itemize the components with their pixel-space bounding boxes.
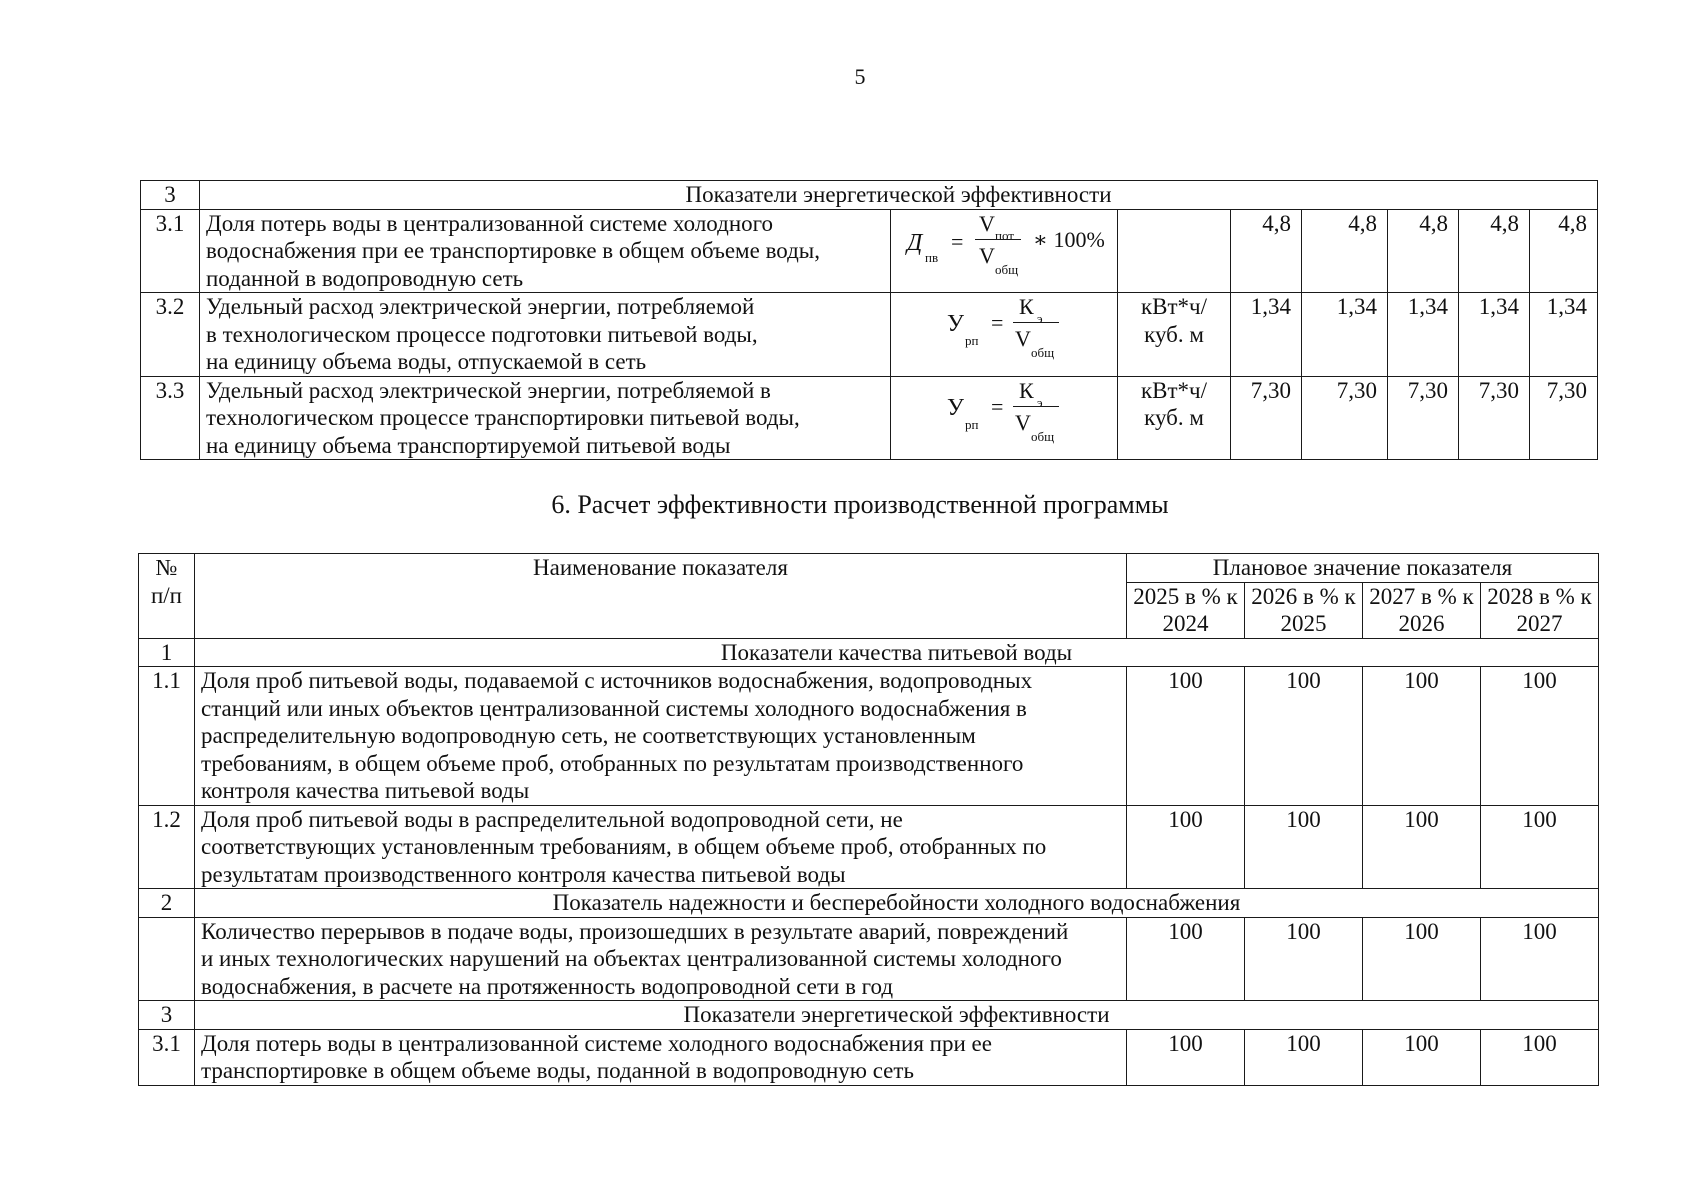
fraction-line bbox=[1013, 322, 1059, 323]
header-year: 2025 в % к 2024 bbox=[1127, 582, 1245, 638]
value-cell: 4,8 bbox=[1302, 209, 1388, 293]
value-cell: 100 bbox=[1363, 917, 1481, 1001]
name-line: станций или иных объектов централизованной системы холодного водоснабжения в bbox=[201, 695, 1027, 721]
name-line: и иных технологических нарушений на объектах централизованной системы холодного bbox=[201, 946, 1062, 971]
table-row bbox=[139, 805, 1599, 889]
section-number: 3 bbox=[141, 181, 200, 210]
name-line: результатам производственного контроля качества питьевой воды bbox=[201, 861, 846, 887]
table-row bbox=[141, 209, 1598, 293]
fraction-line bbox=[1013, 406, 1059, 407]
group-row bbox=[139, 1001, 1599, 1030]
value-cell: 7,30 bbox=[1388, 376, 1459, 460]
value-cell: 1,34 bbox=[1388, 293, 1459, 377]
value-cell: 100 bbox=[1245, 805, 1363, 889]
value-cell: 4,8 bbox=[1231, 209, 1302, 293]
value-cell: 100 bbox=[1127, 667, 1245, 806]
name-line: Удельный расход электрической энергии, потребляемой в bbox=[206, 377, 771, 403]
value-cell: 7,30 bbox=[1302, 376, 1388, 460]
name-line: Количество перерывов в подаче воды, произошедших в результате аварий, повреждений bbox=[201, 918, 1069, 944]
section-title: Показатели энергетической эффективности bbox=[200, 181, 1598, 210]
formula-cell bbox=[891, 293, 1118, 377]
value-cell: 100 bbox=[1363, 1029, 1481, 1085]
formula-numerator: К bbox=[1019, 377, 1034, 403]
formula-numerator-sub: э bbox=[1037, 394, 1043, 410]
header-plan: Плановое значение показателя bbox=[1127, 554, 1599, 583]
indicator-name bbox=[195, 805, 1127, 889]
table-row bbox=[139, 917, 1599, 1001]
group-row bbox=[139, 638, 1599, 667]
value-cell: 1,34 bbox=[1530, 293, 1598, 377]
section-heading: 6. Расчет эффективности производственной программы bbox=[551, 490, 1169, 519]
formula-denominator: V bbox=[1015, 326, 1031, 351]
table-row bbox=[141, 293, 1598, 377]
formula-lhs: У bbox=[947, 394, 964, 421]
formula-equals: = bbox=[951, 228, 964, 254]
name-line: контроля качества питьевой воды bbox=[201, 778, 530, 803]
indicator-name bbox=[200, 376, 891, 460]
value-cell: 100 bbox=[1481, 667, 1599, 806]
name-line: поданной в водопроводную сеть bbox=[206, 265, 524, 291]
group-number: 1 bbox=[139, 638, 195, 667]
value-cell: 100 bbox=[1127, 805, 1245, 889]
row-number: 3.2 bbox=[141, 293, 200, 377]
indicator-name bbox=[195, 667, 1127, 806]
formula-equals: = bbox=[991, 310, 1004, 335]
row-number: 1.2 bbox=[139, 805, 195, 889]
indicator-name bbox=[200, 293, 891, 377]
formula-multiplier: ∗ 100% bbox=[1033, 226, 1105, 252]
header-year: 2028 в % к 2027 bbox=[1481, 582, 1599, 638]
value-cell: 100 bbox=[1245, 917, 1363, 1001]
formula-lhs-sub: рп bbox=[965, 416, 979, 432]
unit-cell bbox=[1118, 209, 1231, 293]
value-cell: 7,30 bbox=[1530, 376, 1598, 460]
formula-denominator: V bbox=[1015, 409, 1031, 435]
formula bbox=[897, 377, 1111, 455]
name-line: распределительную водопроводную сеть, не соответствующих установленным bbox=[201, 723, 976, 748]
value-cell: 100 bbox=[1127, 917, 1245, 1001]
value-cell: 100 bbox=[1245, 667, 1363, 806]
table-row bbox=[139, 1029, 1599, 1085]
program-efficiency-table bbox=[138, 553, 1599, 1086]
formula-lhs: У bbox=[947, 311, 964, 337]
formula-denominator-sub: общ bbox=[995, 261, 1019, 277]
row-number: 3.1 bbox=[139, 1029, 195, 1085]
formula-cell bbox=[891, 376, 1118, 460]
name-line: технологическом процессе транспортировки питьевой воды, bbox=[206, 405, 800, 430]
formula-denominator-sub: общ bbox=[1031, 345, 1055, 360]
row-number: 3.1 bbox=[141, 209, 200, 293]
group-number: 3 bbox=[139, 1001, 195, 1030]
group-title: Показатели энергетической эффективности bbox=[195, 1001, 1599, 1030]
name-line: Доля проб питьевой воды, подаваемой с источников водоснабжения, водопроводных bbox=[201, 668, 1033, 693]
value-cell: 100 bbox=[1481, 917, 1599, 1001]
name-line: транспортировке в общем объеме воды, поданной в водопроводную сеть bbox=[201, 1058, 914, 1083]
name-line: в технологическом процессе подготовки питьевой воды, bbox=[206, 321, 758, 347]
formula-numerator: V bbox=[979, 210, 995, 236]
value-cell: 1,34 bbox=[1302, 293, 1388, 377]
fraction-line bbox=[975, 239, 1021, 240]
formula bbox=[897, 293, 1111, 371]
header-year: 2026 в % к 2025 bbox=[1245, 582, 1363, 638]
section-row bbox=[141, 181, 1598, 210]
formula-denominator-sub: общ bbox=[1031, 428, 1055, 444]
indicator-name bbox=[195, 917, 1127, 1001]
value-cell: 1,34 bbox=[1231, 293, 1302, 377]
formula-lhs-sub: пв bbox=[925, 249, 939, 265]
value-cell: 100 bbox=[1363, 805, 1481, 889]
name-line: водоснабжения при ее транспортировке в общем объеме воды, bbox=[206, 238, 821, 263]
name-line: Доля потерь воды в централизованной системе холодного bbox=[206, 210, 774, 236]
formula-lhs-sub: рп bbox=[965, 333, 979, 348]
value-cell: 100 bbox=[1127, 1029, 1245, 1085]
name-line: на единицу объема воды, отпускаемой в сеть bbox=[206, 349, 647, 374]
header-number: № п/п bbox=[139, 554, 195, 639]
formula-numerator-sub: э bbox=[1037, 311, 1043, 326]
value-cell: 4,8 bbox=[1388, 209, 1459, 293]
group-number: 2 bbox=[139, 889, 195, 918]
header-year: 2027 в % к 2026 bbox=[1363, 582, 1481, 638]
header-row bbox=[139, 554, 1599, 583]
formula-numerator-sub: пот bbox=[995, 227, 1014, 243]
formula-cell bbox=[891, 209, 1118, 293]
name-line: водоснабжения, в расчете на протяженность водопроводной сети в год bbox=[201, 973, 894, 999]
value-cell: 100 bbox=[1363, 667, 1481, 806]
table-row bbox=[139, 667, 1599, 806]
name-line: соответствующих установленным требованиям, в общем объеме проб, отобранных по bbox=[201, 834, 1047, 859]
unit-cell: кВт*ч/ куб. м bbox=[1118, 293, 1231, 377]
group-title: Показатель надежности и бесперебойности холодного водоснабжения bbox=[195, 889, 1599, 918]
formula bbox=[897, 210, 1111, 288]
value-cell: 100 bbox=[1481, 805, 1599, 889]
group-title: Показатели качества питьевой воды bbox=[195, 638, 1599, 667]
formula-equals: = bbox=[991, 393, 1004, 419]
row-number: 1.1 bbox=[139, 667, 195, 806]
value-cell: 7,30 bbox=[1459, 376, 1530, 460]
name-line: требованиям, в общем объеме проб, отобранных по результатам производственного bbox=[201, 750, 1024, 776]
value-cell: 4,8 bbox=[1530, 209, 1598, 293]
value-cell: 100 bbox=[1481, 1029, 1599, 1085]
indicator-name bbox=[195, 1029, 1127, 1085]
header-name: Наименование показателя bbox=[195, 554, 1127, 639]
indicator-name bbox=[200, 209, 891, 293]
name-line: Удельный расход электрической энергии, потребляемой bbox=[206, 294, 755, 319]
value-cell: 100 bbox=[1245, 1029, 1363, 1085]
page-number: 5 bbox=[854, 64, 866, 89]
group-row bbox=[139, 889, 1599, 918]
value-cell: 4,8 bbox=[1459, 209, 1530, 293]
name-line: Доля потерь воды в централизованной системе холодного водоснабжения при ее bbox=[201, 1030, 992, 1056]
unit-cell: кВт*ч/ куб. м bbox=[1118, 376, 1231, 460]
value-cell: 7,30 bbox=[1231, 376, 1302, 460]
formula-denominator: V bbox=[979, 242, 995, 268]
formula-numerator: К bbox=[1019, 294, 1034, 319]
name-line: на единицу объема транспортируемой питьевой воды bbox=[206, 432, 731, 458]
energy-efficiency-table bbox=[140, 180, 1598, 460]
row-number: 3.3 bbox=[141, 376, 200, 460]
value-cell: 1,34 bbox=[1459, 293, 1530, 377]
table-row bbox=[141, 376, 1598, 460]
name-line: Доля проб питьевой воды в распределительной водопроводной сети, не bbox=[201, 806, 903, 832]
row-number bbox=[139, 917, 195, 1001]
formula-lhs: Д bbox=[907, 229, 923, 256]
